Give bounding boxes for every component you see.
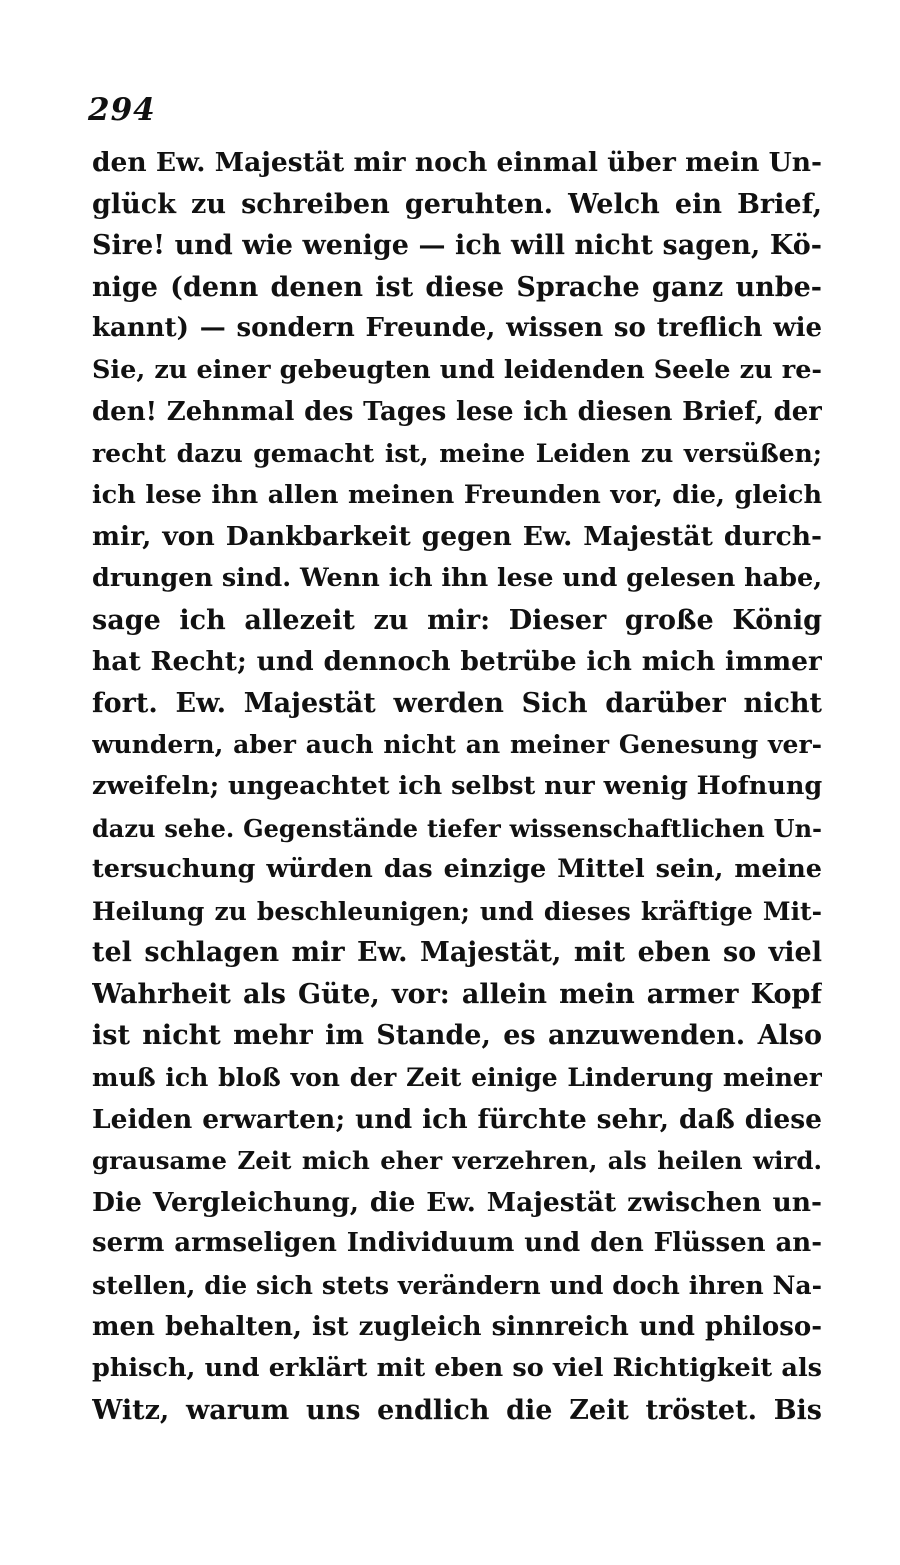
text-line: kannt) — sondern Freunde, wissen so treflich wie bbox=[92, 313, 822, 344]
text-line: men behalten, ist zugleich sinnreich und philoso- bbox=[92, 1311, 822, 1342]
text-line: den! Zehnmal des Tages lese ich diesen Brief, der bbox=[92, 396, 822, 427]
text-line: Heilung zu beschleunigen; und dieses kräftige Mit- bbox=[92, 896, 822, 926]
text-line: phisch, und erklärt mit eben so viel Richtigkeit als bbox=[92, 1353, 822, 1384]
text-line: Die Vergleichung, die Ew. Majestät zwischen un- bbox=[92, 1186, 822, 1218]
text-line: glück zu schreiben geruhten. Welch ein Brief, bbox=[92, 188, 822, 220]
text-line: ist nicht mehr im Stande, es anzuwenden. Also bbox=[92, 1020, 822, 1052]
text-line: nige (denn denen ist diese Sprache ganz unbe- bbox=[92, 271, 822, 303]
text-line: zweifeln; ungeachtet ich selbst nur wenig Hofnung bbox=[92, 770, 822, 801]
text-line: grausame Zeit mich eher verzehren, als heilen wird. bbox=[92, 1146, 822, 1176]
text-line: stellen, die sich stets verändern und doch ihren Na- bbox=[92, 1271, 822, 1301]
text-line: hat Recht; und dennoch betrübe ich mich immer bbox=[92, 646, 822, 678]
text-line: tel schlagen mir Ew. Majestät, mit eben so viel bbox=[92, 937, 822, 969]
text-line: serm armseligen Individuum und den Flüssen an- bbox=[92, 1228, 822, 1259]
text-line: recht dazu gemacht ist, meine Leiden zu versüßen; bbox=[92, 439, 822, 469]
body-text bbox=[92, 142, 822, 1431]
text-line: den Ew. Majestät mir noch einmal über mein Un- bbox=[92, 147, 822, 178]
text-line: Wahrheit als Güte, vor: allein mein armer Kopf bbox=[92, 978, 822, 1010]
text-line: dazu sehe. Gegenstände tiefer wissenschaftlichen Un- bbox=[92, 813, 822, 843]
text-line: tersuchung würden das einzige Mittel sein, meine bbox=[92, 854, 822, 885]
text-line: muß ich bloß von der Zeit einige Linderung meiner bbox=[92, 1063, 822, 1093]
text-line: ich lese ihn allen meinen Freunden vor, die, gleich bbox=[92, 479, 822, 510]
text-line: Witz, warum uns endlich die Zeit tröstet. Bis bbox=[92, 1394, 822, 1426]
text-line: fort. Ew. Majestät werden Sich darüber nicht bbox=[92, 687, 822, 719]
text-line: wundern, aber auch nicht an meiner Genesung ver- bbox=[92, 730, 822, 760]
text-line: Sire! und wie wenige — ich will nicht sagen, Kö- bbox=[92, 230, 822, 262]
text-line: sage ich allezeit zu mir: Dieser große König bbox=[92, 604, 822, 636]
page-number: 294 bbox=[88, 92, 156, 128]
text-line: drungen sind. Wenn ich ihn lese und gelesen habe, bbox=[92, 562, 822, 593]
text-line: Sie, zu einer gebeugten und leidenden Seele zu re- bbox=[92, 354, 822, 385]
text-line: Leiden erwarten; und ich fürchte sehr, daß diese bbox=[92, 1103, 822, 1135]
text-line: mir, von Dankbarkeit gegen Ew. Majestät durch- bbox=[92, 521, 822, 553]
